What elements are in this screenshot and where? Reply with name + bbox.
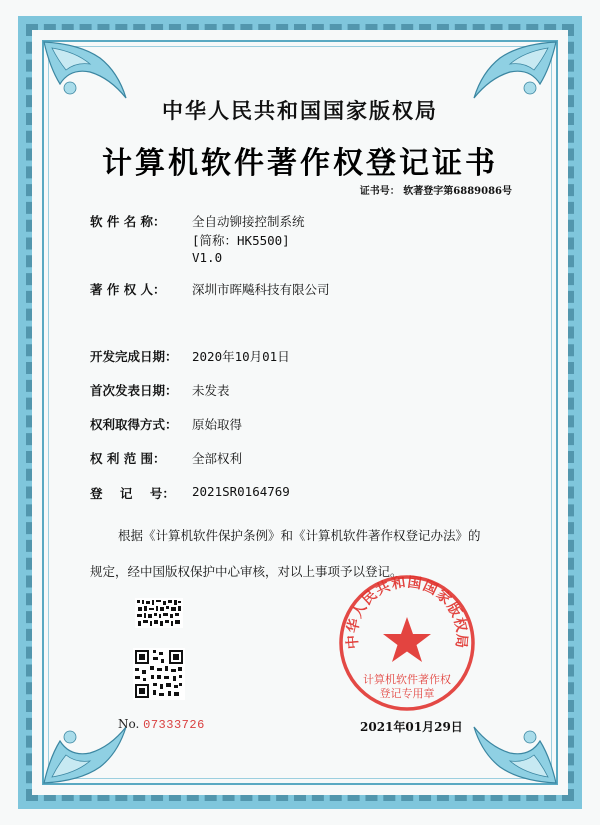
field-label: 著 作 权 人：	[90, 282, 166, 297]
issue-date: 2021年01月29日	[360, 720, 463, 734]
field-label: 登 记 号：	[90, 486, 175, 501]
seal-sub-text-2: 登记专用章	[379, 687, 435, 700]
corner-ornament-icon	[468, 707, 560, 787]
qr-code-icon	[133, 648, 185, 700]
certificate-number	[360, 182, 512, 197]
field-value: 深圳市晖飚科技有限公司	[192, 282, 330, 297]
serial-value: 07333726	[143, 718, 205, 732]
serial-prefix: No.	[118, 717, 140, 731]
field-label: 首次发表日期：	[90, 383, 178, 398]
field-value: 全部权利	[192, 451, 243, 466]
field-label: 权 利 范 围：	[90, 451, 166, 466]
barcode-icon	[135, 598, 183, 628]
field-value: 未发表	[192, 383, 230, 398]
issuer-heading: 中华人民共和国国家版权局	[162, 98, 438, 123]
field-label: 开发完成日期：	[90, 349, 178, 364]
field-value: 原始取得	[192, 417, 243, 432]
body-paragraph-line1: 根据《计算机软件保护条例》和《计算机软件著作权登记办法》的	[118, 528, 481, 543]
field-value: 2020年10月01日	[192, 349, 290, 364]
field-label: 权利取得方式：	[90, 417, 178, 432]
certificate-title-text: 计算机软件著作权登记证书	[102, 146, 498, 181]
serial-number	[118, 717, 205, 732]
seal-sub-text-1: 计算机软件著作权	[363, 673, 451, 686]
field-value: V1.0	[192, 250, 223, 265]
field-value: 全自动铆接控制系统	[192, 214, 305, 229]
seal-arc-text: 中华人民共和国国家版权局	[344, 574, 470, 650]
certificate-number-value: 软著登字第6889086号	[403, 186, 512, 197]
certificate-number-label: 证书号：	[359, 186, 400, 197]
body-paragraph-line2: 规定，经中国版权保护中心审核，对以上事项予以登记。	[90, 564, 403, 579]
field-value: 2021SR0164769	[192, 484, 290, 499]
field-label: 软 件 名 称：	[90, 214, 166, 229]
field-value: [简称：HK5500]	[192, 233, 290, 248]
official-seal-icon	[337, 573, 477, 713]
certificate-title	[0, 138, 600, 182]
